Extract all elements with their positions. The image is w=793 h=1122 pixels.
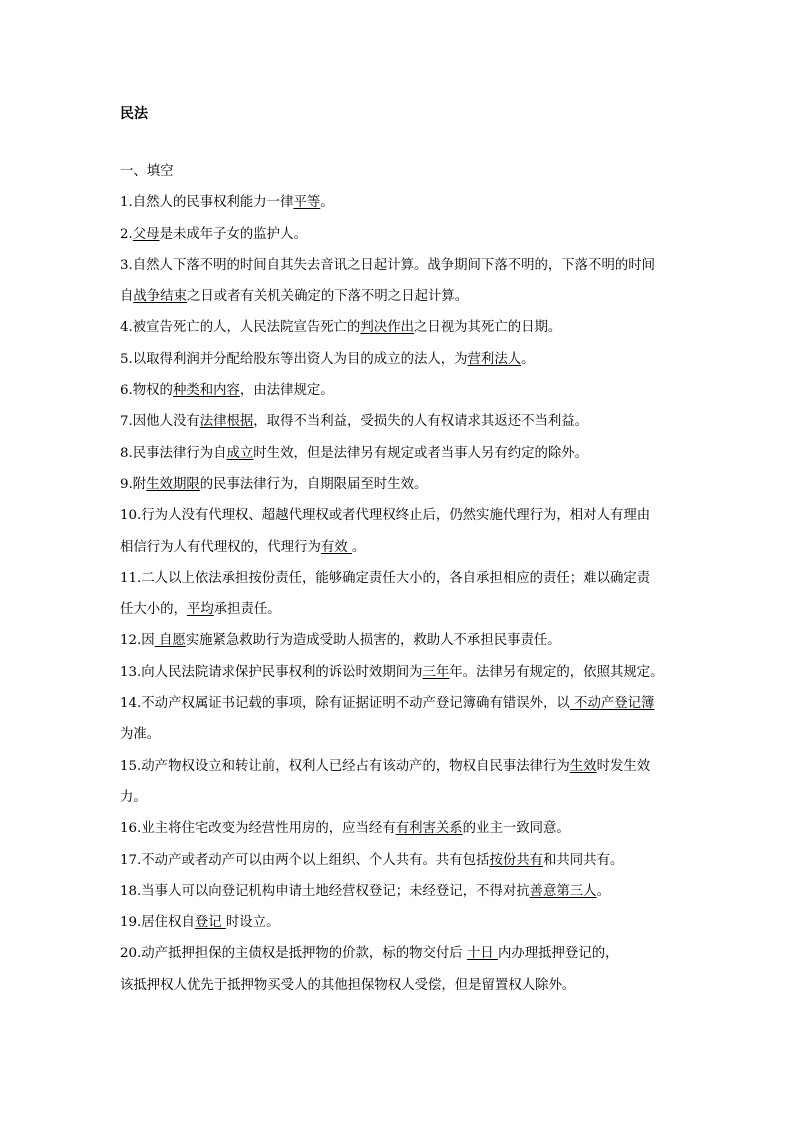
- line-text: 20.动产抵押担保的主债权是抵押物的价款，标的物交付后: [120, 946, 467, 962]
- line-text: 的民事法律行为，自期限届至时生效。: [199, 476, 428, 492]
- text-line: [120, 438, 676, 469]
- line-text: 14.不动产权属证书记载的事项，除有证据证明不动产登记簿确有错误外，以: [120, 696, 570, 712]
- line-text: 年。法律另有规定的，依照其规定。: [449, 664, 664, 680]
- text-line: [120, 657, 676, 688]
- line-text: 2.: [120, 226, 133, 242]
- answer-blank: 不动产登记簿: [569, 696, 655, 712]
- text-line: [120, 907, 676, 938]
- answer-blank: 种类和内容: [172, 383, 240, 399]
- line-text: 是未成年子女的监护人。: [159, 226, 307, 242]
- text-line: [120, 406, 676, 437]
- line-text: 承担责任。: [213, 602, 281, 618]
- text-line: [120, 375, 676, 406]
- text-line: [120, 563, 676, 594]
- line-text: 10.行为人没有代理权、超越代理权或者代理权终止后，仍然实施代理行为，相对人有理由: [120, 508, 651, 524]
- line-text: 3.自然人下落不明的时间自其失去音讯之日起计算。战争期间下落不明的，下落不明的时间: [120, 257, 656, 273]
- line-text: ，取得不当利益，受损失的人有权请求其返还不当利益。: [253, 414, 589, 430]
- line-text: ，由法律规定。: [239, 383, 334, 399]
- text-line: [120, 500, 676, 531]
- line-text: 内办理抵押登记的，: [497, 946, 619, 962]
- answer-blank: 判决作出: [360, 320, 414, 336]
- answer-blank: 平均: [186, 602, 214, 618]
- answer-blank: 登记: [194, 915, 226, 931]
- text-line: [120, 281, 676, 312]
- line-text: 16.业主将住宅改变为经营性用房的，应当经有: [120, 821, 396, 837]
- answer-blank: 营利法人: [467, 351, 522, 367]
- line-text: 7.因他人没有: [120, 414, 200, 430]
- answer-blank: 十日: [466, 946, 498, 962]
- line-text: 9.附: [120, 476, 147, 492]
- answer-blank: 生效期限: [146, 476, 200, 492]
- answer-blank: 平等: [293, 195, 321, 211]
- line-text: 自: [120, 289, 134, 305]
- line-text: 之日或者有关机关确定的下落不明之日起计算。: [186, 289, 469, 305]
- line-text: 力。: [120, 789, 147, 805]
- line-text: 8.民事法律行为自: [120, 445, 227, 461]
- line-text: 12.因: [120, 633, 155, 649]
- line-text: 。: [351, 539, 366, 555]
- answer-blank: 有效: [320, 539, 352, 555]
- text-line: [120, 625, 676, 656]
- text-line: [120, 876, 676, 907]
- answer-blank: 生效: [569, 758, 597, 774]
- line-text: 时发生效: [596, 758, 651, 774]
- text-line: [120, 938, 676, 969]
- line-text: 的业主一致同意。: [462, 821, 570, 837]
- line-text: 5.以取得利润并分配给股东等出资人为目的成立的法人，为: [120, 351, 468, 367]
- text-line: [120, 751, 676, 782]
- document-title: 民法: [120, 106, 148, 122]
- text-line: [120, 250, 676, 281]
- line-text: 1.自然人的民事权利能力一律: [120, 195, 294, 211]
- answer-blank: 三年: [422, 664, 450, 680]
- text-line: [120, 594, 676, 625]
- text-line: [120, 688, 676, 719]
- answer-blank: 善意第三人: [529, 883, 597, 899]
- line-text: 4.被宣告死亡的人，人民法院宣告死亡的: [120, 320, 361, 336]
- line-text: 。: [320, 195, 334, 211]
- line-text: 时设立。: [225, 915, 280, 931]
- line-text: 13.向人民法院请求保护民事权利的诉讼时效期间为: [120, 664, 423, 680]
- section-heading: 一、填空: [120, 164, 174, 179]
- answer-blank: 成立: [226, 445, 254, 461]
- text-line: [120, 344, 676, 375]
- answer-blank: 战争结束: [133, 289, 187, 305]
- answer-blank: 自愿: [154, 633, 186, 649]
- line-text: 之日视为其死亡的日期。: [413, 320, 562, 336]
- answer-blank: 按份共有: [489, 852, 544, 868]
- line-text: 时生效，但是法律另有规定或者当事人另有约定的除外。: [253, 445, 589, 461]
- text-line: [120, 845, 676, 876]
- text-line: [120, 782, 676, 813]
- line-text: 为准。: [120, 727, 161, 743]
- text-line: [120, 813, 676, 844]
- line-text: 任大小的，: [120, 602, 187, 618]
- text-line: [120, 187, 676, 218]
- text-line: [120, 719, 676, 750]
- line-text: 该抵押权人优先于抵押物买受人的其他担保物权人受偿，但是留置权人除外。: [120, 977, 576, 993]
- line-text: 17.不动产或者动产可以由两个以上组织、个人共有。共有包括: [120, 852, 490, 868]
- line-text: 。: [596, 883, 610, 899]
- line-text: 18.当事人可以向登记机构申请土地经营权登记；未经登记，不得对抗: [120, 883, 530, 899]
- line-text: 19.居住权自: [120, 915, 195, 931]
- line-text: 15.动产物权设立和转让前，权利人已经占有该动产的，物权自民事法律行为: [120, 758, 570, 774]
- line-text: 实施紧急救助行为造成受助人损害的，救助人不承担民事责任。: [185, 633, 561, 649]
- line-text: 6.物权的: [120, 383, 173, 399]
- line-text: 相信行为人有代理权的，代理行为: [120, 539, 321, 555]
- document-body: [120, 156, 676, 1001]
- text-line: [120, 312, 676, 343]
- line-text: 11.二人以上依法承担按份责任，能够确定责任大小的，各自承担相应的责任；难以确定责: [120, 570, 651, 586]
- text-line: [120, 970, 676, 1001]
- answer-blank: 有利害关系: [395, 821, 463, 837]
- text-line: [120, 469, 676, 500]
- line-text: 和共同共有。: [543, 852, 624, 868]
- text-line: [120, 532, 676, 563]
- line-text: 。: [521, 351, 535, 367]
- answer-blank: 法律根据: [199, 414, 254, 430]
- answer-blank: 父母: [132, 226, 160, 242]
- text-line: [120, 219, 676, 250]
